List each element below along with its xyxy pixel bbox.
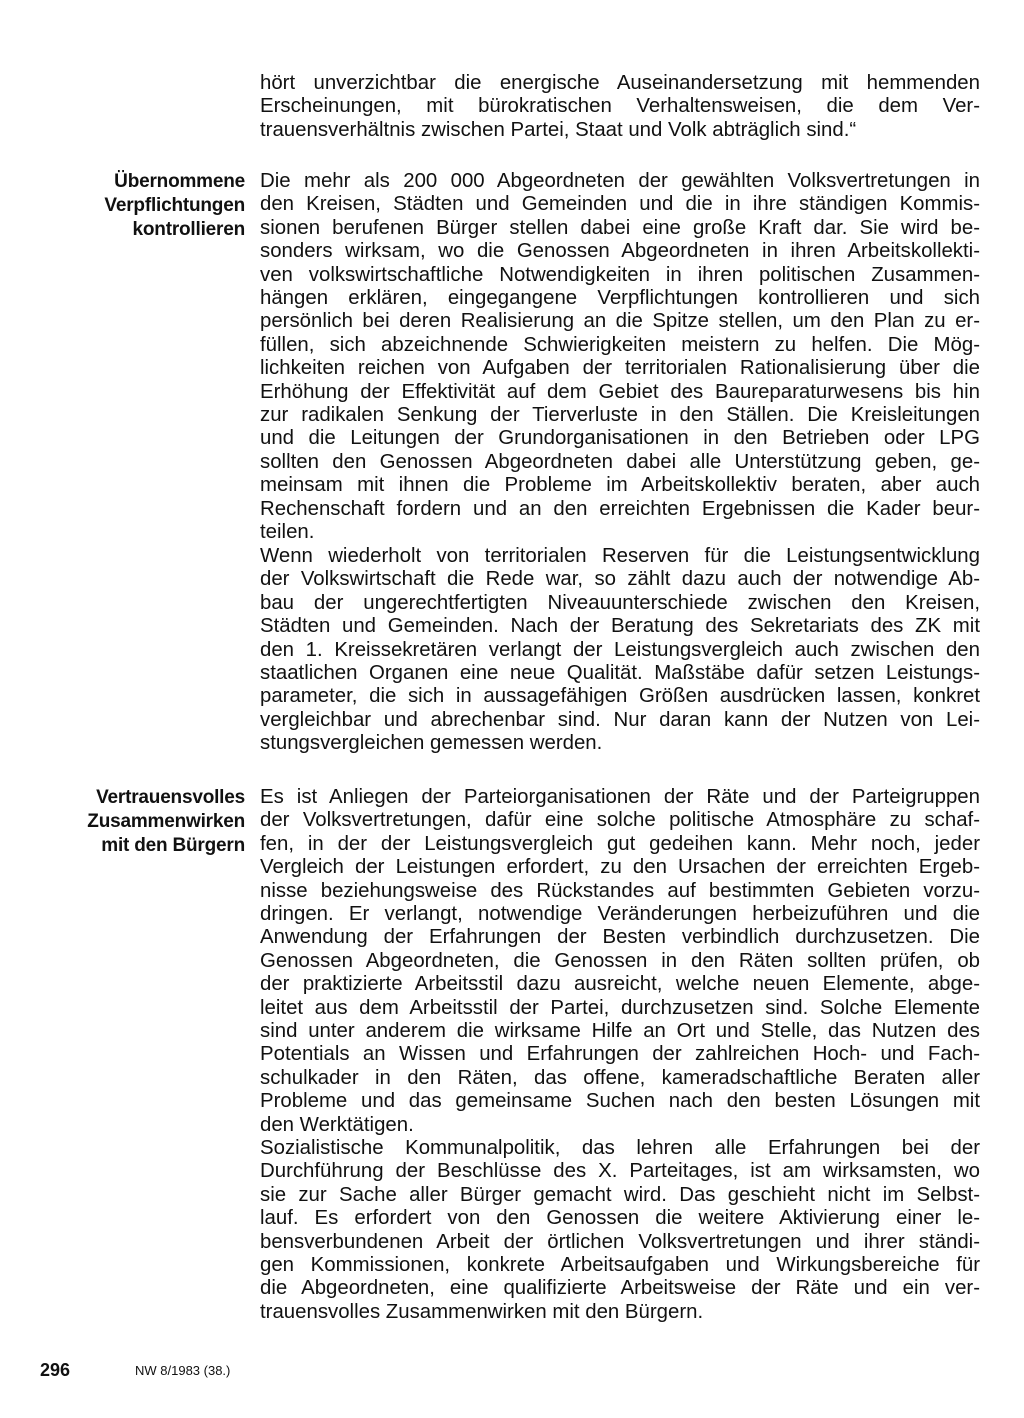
text-line: Erscheinungen, mit bürokratischen Verhaltensweisen, die dem Ver- <box>260 95 980 118</box>
text-line: Wenn wiederholt von territorialen Reserven für die Leistungsentwicklung <box>260 545 980 567</box>
heading-line: mit den Bürgern <box>101 835 245 856</box>
text-line: der Volksvertretungen, dafür eine solche politische Atmosphäre zu schaf- <box>260 809 980 832</box>
text-line: der praktizierte Arbeitsstil dazu ausreicht, welche neuen Elemente, abge- <box>260 973 980 996</box>
text-line: Rechenschaft fordern und an den erreichten Ergebnissen die Kader beur- <box>260 497 980 520</box>
text-line: nisse beziehungsweise des Rückstandes auf bestimmten Gebieten vorzu- <box>260 879 980 902</box>
section1-paragraph2 <box>260 545 980 756</box>
text-line: sind unter anderem die wirksame Hilfe an Ort und Stelle, das Nutzen des <box>260 1020 980 1043</box>
text-line: hängen erklären, eingegangene Verpflichtungen kontrollieren und sich <box>260 287 980 310</box>
text-line: sollten den Genossen Abgeordneten dabei alle Unterstützung geben, ge- <box>260 450 980 473</box>
text-line: trauensverhältnis zwischen Partei, Staat und Volk abträglich sind.“ <box>260 118 857 141</box>
text-line: füllen, sich abzeichnende Schwierigkeiten meistern zu helfen. Die Mög- <box>260 333 980 356</box>
text-line: parameter, die sich in aussagefähigen Größen ausdrücken lassen, konkret <box>260 685 980 708</box>
text-line: Probleme und das gemeinsame Suchen nach den besten Lösungen mit <box>260 1090 980 1113</box>
text-line: gen Kommissionen, konkrete Arbeitsaufgaben und Wirkungsbereiche für <box>260 1254 980 1277</box>
text-line: Genossen Abgeordneten, die Genossen in den Räten sollten prüfen, ob <box>260 949 980 972</box>
text-line: und die Leitungen der Grundorganisationen in den Betrieben oder LPG <box>260 427 980 450</box>
text-line: Durchführung der Beschlüsse des X. Parteitages, ist am wirksamsten, wo <box>260 1160 980 1183</box>
text-line: den 1. Kreissekretären verlangt der Leistungsvergleich auch zwischen den <box>260 638 980 661</box>
text-line: Sozialistische Kommunalpolitik, das lehren alle Erfahrungen bei der <box>260 1137 980 1159</box>
heading-line: Vertrauensvolles <box>96 787 245 808</box>
heading-line: Zusammenwirken <box>87 811 245 832</box>
text-line: lauf. Es erfordert von den Genossen die weitere Aktivierung einer le- <box>260 1207 980 1230</box>
page-number: 296 <box>40 1360 71 1380</box>
text-line: meinsam mit ihnen die Probleme im Arbeitskollektiv beraten, aber auch <box>260 474 980 497</box>
text-line: dringen. Er verlangt, notwendige Veränderungen herbeizuführen und die <box>260 903 980 926</box>
text-line: vergleichbar und abrechenbar sind. Nur daran kann der Nutzen von Lei- <box>260 708 980 731</box>
heading-line: Verpflichtungen <box>104 195 245 216</box>
source-citation: NW 8/1983 (38.) <box>135 1363 231 1378</box>
section2-paragraph2 <box>260 1137 980 1324</box>
text-line: zur radikalen Senkung der Tierverluste in den Ställen. Die Kreisleitungen <box>260 404 980 427</box>
section2-margin-heading <box>40 786 245 858</box>
text-line: sie zur Sache aller Bürger gemacht wird. Das geschieht nicht im Selbst- <box>260 1183 980 1206</box>
section2-paragraph1 <box>260 786 980 1137</box>
text-line: sonders wirksam, wo die Genossen Abgeordneten in ihren Arbeitskollekti- <box>260 240 980 263</box>
text-line: den Kreisen, Städten und Gemeinden und die in ihre ständigen Kommis- <box>260 193 980 216</box>
text-line: Erhöhung der Effektivität auf dem Gebiet des Baureparaturwesens bis hin <box>260 380 980 403</box>
text-line: staatlichen Organen eine neue Qualität. Maßstäbe dafür setzen Leistungs- <box>260 662 980 685</box>
text-line: trauensvolles Zusammenwirken mit den Bürgern. <box>260 1300 704 1323</box>
text-line: sionen berufenen Bürger stellen dabei eine große Kraft dar. Sie wird be- <box>260 216 980 239</box>
text-line: Vergleich der Leistungen erfordert, zu den Ursachen der erreichten Ergeb- <box>260 856 980 879</box>
text-line: leitet aus dem Arbeitsstil der Partei, durchzusetzen sind. Solche Elemente <box>260 996 980 1019</box>
text-line: teilen. <box>260 521 315 544</box>
section1-paragraph1 <box>260 170 980 545</box>
text-line: Anwendung der Erfahrungen der Besten verbindlich durchzusetzen. Die <box>260 926 980 949</box>
text-line: hört unverzichtbar die energische Auseinandersetzung mit hemmenden <box>260 72 980 94</box>
text-line: Es ist Anliegen der Parteiorganisationen der Räte und der Parteigruppen <box>260 786 980 808</box>
intro-paragraph <box>260 72 980 142</box>
text-line: schulkader in den Räten, das offene, kameradschaftliche Beraten aller <box>260 1066 980 1089</box>
text-line: persönlich bei deren Realisierung an die Spitze stellen, um den Plan zu er- <box>260 310 980 333</box>
text-line: Städten und Gemeinden. Nach der Beratung des Sekretariats des ZK mit <box>260 615 980 638</box>
heading-line: Übernommene <box>114 171 245 192</box>
heading-line: kontrollieren <box>132 219 245 240</box>
text-line: bau der ungerechtfertigten Niveauunterschiede zwischen den Kreisen, <box>260 591 980 614</box>
text-line: Die mehr als 200 000 Abgeordneten der gewählten Volksvertretungen in <box>260 170 980 192</box>
text-line: fen, in der der Leistungsvergleich gut gedeihen kann. Mehr noch, jeder <box>260 832 980 855</box>
text-line: bensverbundenen Arbeit der örtlichen Volksvertretungen und ihrer ständi- <box>260 1230 980 1253</box>
text-line: Potentials an Wissen und Erfahrungen der zahlreichen Hoch- und Fach- <box>260 1043 980 1066</box>
text-line: lichkeiten reichen von Aufgaben der territorialen Rationalisierung über die <box>260 357 980 380</box>
text-line: die Abgeordneten, eine qualifizierte Arbeitsweise der Räte und ein ver- <box>260 1277 980 1300</box>
text-line: der Volkswirtschaft die Rede war, so zählt dazu auch der notwendige Ab- <box>260 568 980 591</box>
section1-margin-heading <box>40 170 245 242</box>
text-line: ven volkswirtschaftliche Notwendigkeiten in ihren politischen Zusammen- <box>260 263 980 286</box>
text-line: den Werktätigen. <box>260 1113 414 1136</box>
text-line: stungsvergleichen gemessen werden. <box>260 732 603 755</box>
